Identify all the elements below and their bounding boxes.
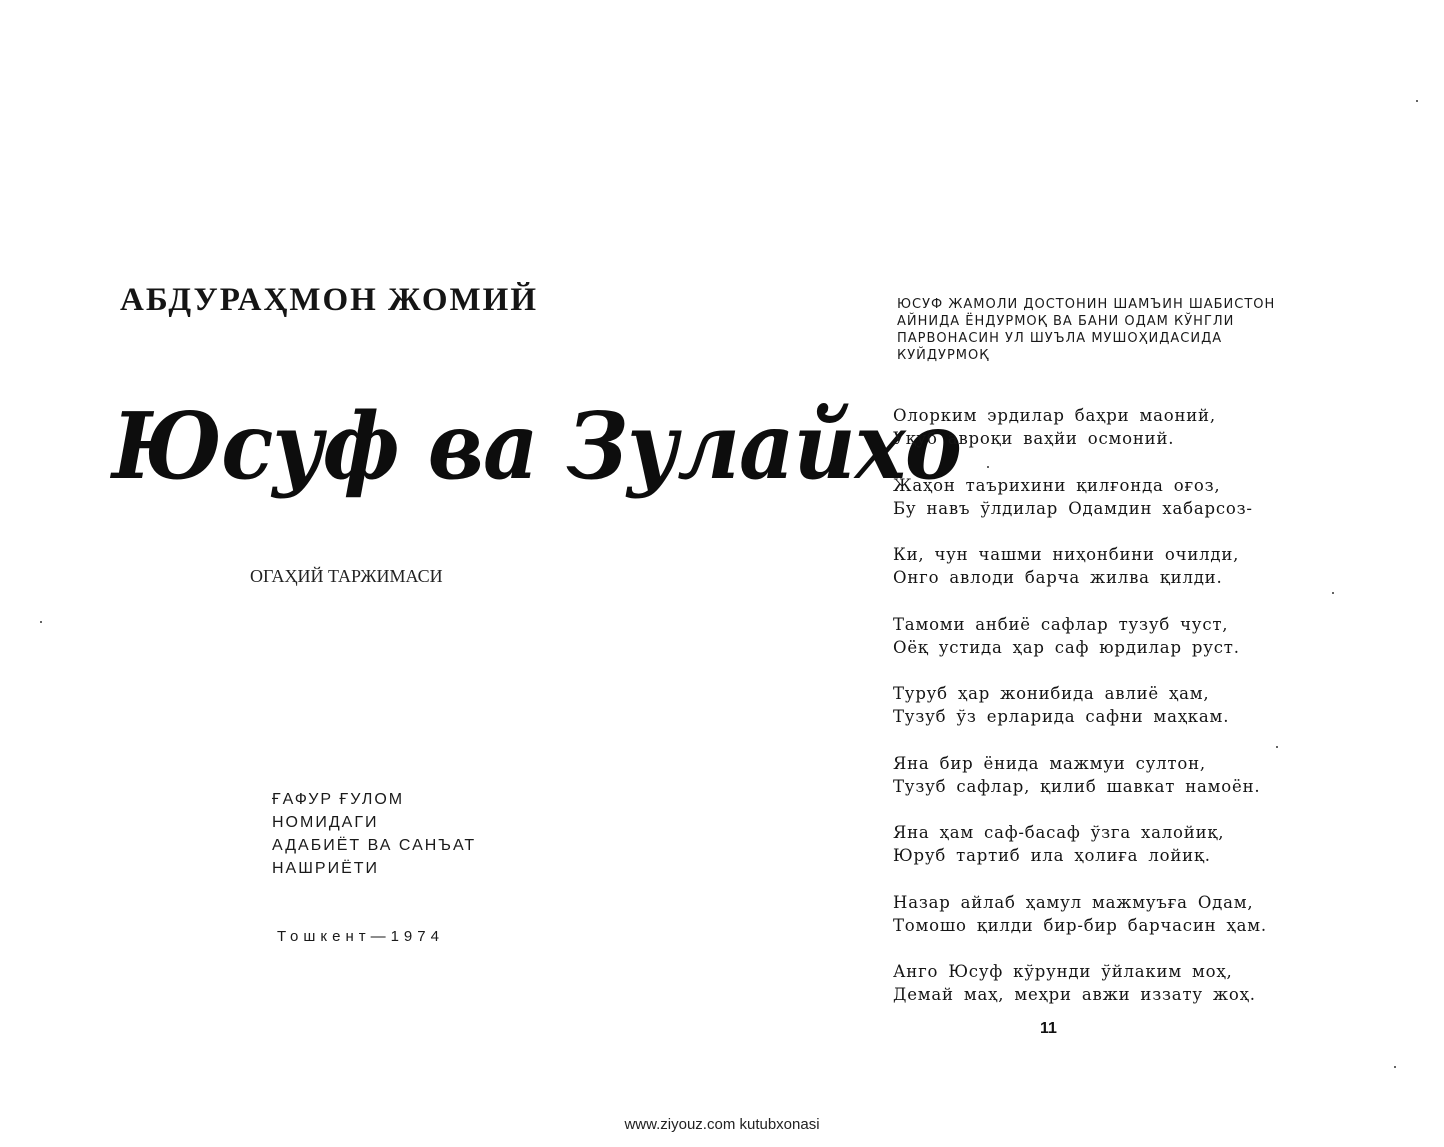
verse-line: Юруб тартиб ила ҳолиға лойиқ. — [893, 846, 1211, 865]
verse-line: Яна ҳам саф-басаф ўзга халойиқ, — [893, 823, 1225, 842]
verse-line: Тузуб ўз ерларида сафни маҳкам. — [893, 707, 1230, 726]
couplet — [893, 752, 1267, 798]
heading-line: ПАРВОНАСИН УЛ ШУЪЛА МУШОҲИДАСИДА — [897, 331, 1223, 346]
couplet — [893, 543, 1267, 589]
publisher-block — [272, 788, 476, 880]
verse-line: Олорким эрдилар баҳри маоний, — [893, 406, 1216, 425]
verse-line: Оёқ устида ҳар саф юрдилар руст. — [893, 637, 1240, 657]
heading-line: ЮСУФ ЖАМОЛИ ДОСТОНИН ШАМЪИН ШАБИСТОН — [897, 297, 1276, 312]
source-footer: www.ziyouz.com kutubxonasi — [624, 1116, 820, 1133]
scan-speck — [40, 621, 42, 623]
scan-speck — [987, 466, 989, 468]
heading-line: АЙНИДА ЁНДУРМОҚ ВА БАНИ ОДАМ КЎНГЛИ — [897, 314, 1235, 329]
couplet — [893, 613, 1267, 659]
chapter-heading — [897, 296, 1275, 364]
book-title: Юсуф ва Зулайхо — [112, 392, 962, 500]
scan-speck — [1276, 746, 1278, 748]
publisher-line: АДАБИЁТ ВА САНЪАТ — [272, 837, 477, 854]
publisher-line: ҒАФУР ҒУЛОМ — [272, 791, 405, 808]
verse-line: Тузуб сафлар, қилиб шавкат намоён. — [893, 776, 1261, 796]
scan-speck — [1416, 100, 1418, 102]
verse-line: Тамоми анбиё сафлар тузуб чуст, — [893, 614, 1229, 634]
scan-speck — [1394, 1066, 1396, 1068]
verse-line: Жаҳон таърихини қилғонда оғоз, — [893, 475, 1221, 495]
author-name: АБДУРАҲМОН ЖОМИЙ — [120, 282, 539, 318]
couplet — [893, 404, 1267, 450]
scan-speck — [1332, 592, 1334, 594]
verse-line: Онго авлоди барча жилва қилди. — [893, 568, 1223, 587]
verse-line: Демай маҳ, меҳри авжи иззату жоҳ. — [893, 985, 1256, 1004]
verse-line: Яна бир ёнида мажмуи султон, — [893, 753, 1206, 773]
couplet — [893, 474, 1267, 520]
poem-body — [893, 404, 1267, 1030]
couplet — [893, 960, 1267, 1006]
couplet — [893, 821, 1267, 867]
publisher-line: НАШРИЁТИ — [272, 860, 380, 877]
couplet — [893, 682, 1267, 728]
verse-line: Томошо қилди бир-бир барчасин ҳам. — [893, 915, 1267, 935]
verse-line: Назар айлаб ҳамул мажмуъға Одам, — [893, 892, 1254, 912]
translator-credit: ОГАҲИЙ ТАРЖИМАСИ — [250, 566, 443, 586]
page-number: 11 — [1040, 1020, 1057, 1037]
couplet — [893, 891, 1267, 937]
place-year: Тошкент—1974 — [277, 928, 444, 945]
verse-line: Анго Юсуф кўрунди ўйлаким моҳ, — [893, 962, 1233, 981]
verse-line: Бу навъ ўлдилар Одамдин хабарсоз- — [893, 498, 1253, 518]
verse-line: Туруб ҳар жонибида авлиё ҳам, — [893, 684, 1210, 703]
verse-line: Уқуб авроқи ваҳйи осмоний. — [893, 429, 1175, 448]
heading-line: КУЙДУРМОҚ — [897, 348, 990, 363]
publisher-line: НОМИДАГИ — [272, 814, 379, 831]
verse-line: Ки, чун чашми ниҳонбини очилди, — [893, 545, 1240, 564]
